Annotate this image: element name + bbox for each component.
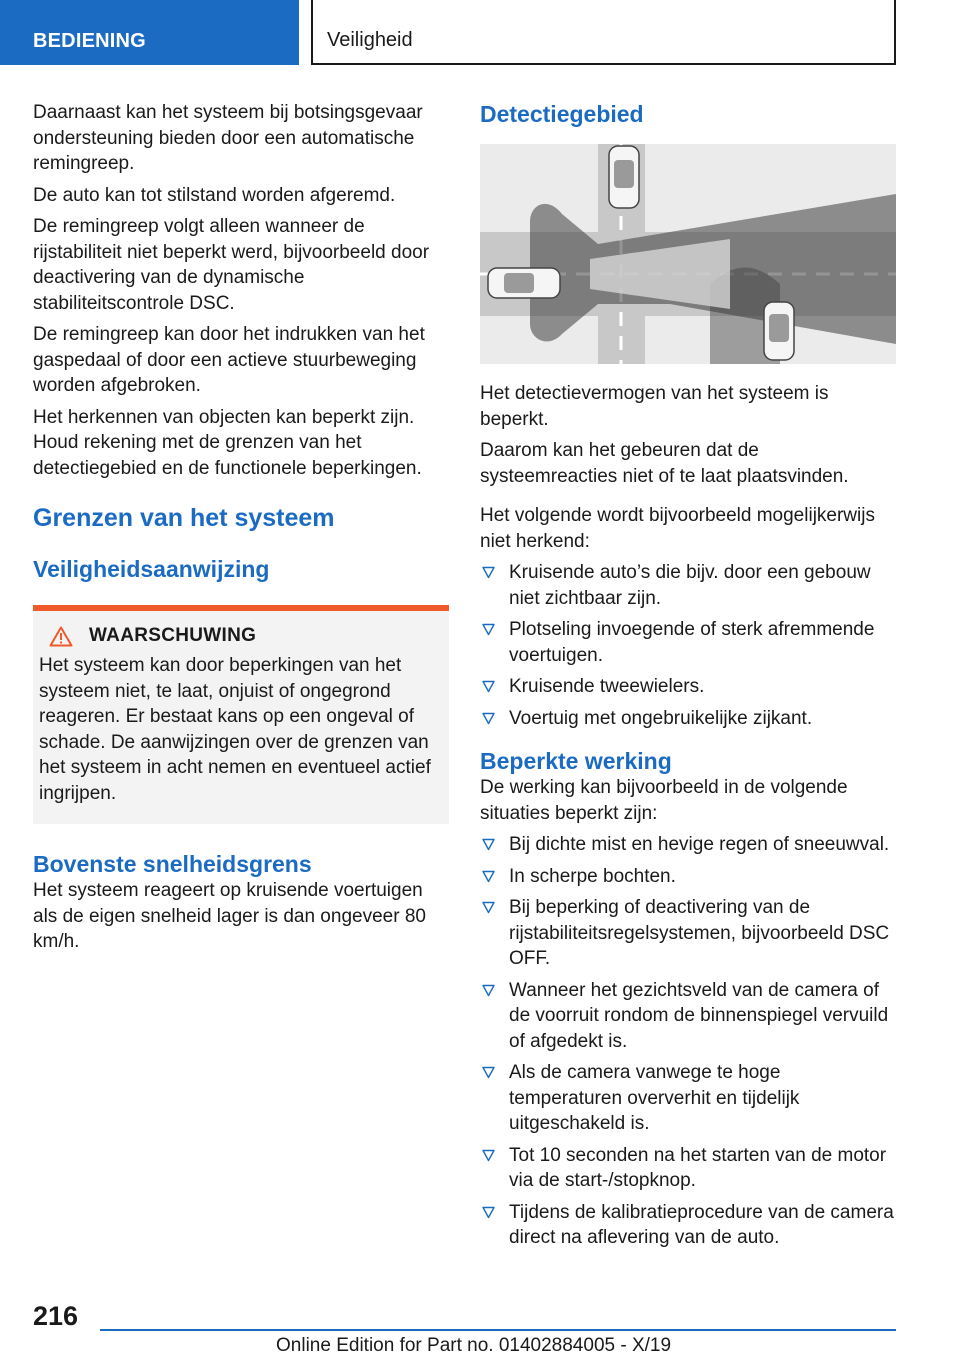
warning-text: Het systeem kan door beperkingen van het systeem niet, te laat, onjuist of ongegrond reageren. Er bestaat kans op een ongeval of schade. De aanwijzingen over de grenzen van het systeem in acht nemen en eventueel actief ingrijpen. — [39, 655, 431, 804]
edition-text: Online Edition for Part no. 01402884005 - X/19 — [276, 1335, 672, 1356]
bullet-triangle-icon — [482, 680, 495, 693]
section-label: BEDIENING — [33, 30, 146, 52]
bullet-triangle-icon — [482, 901, 495, 914]
list-item-text: In scherpe bochten. — [509, 865, 676, 887]
chapter-tab — [311, 0, 896, 65]
list-item-text: Kruisende auto’s die bijv. door een gebouw niet zichtbaar zijn. — [509, 562, 871, 609]
list-item-text: Tot 10 seconden na het starten van de motor via de start-/stopknop. — [509, 1144, 887, 1191]
paragraph: Het systeem reageert op kruisende voertuigen als de eigen snelheid lager is dan ongeveer 80 km/h. — [33, 880, 426, 952]
list-item — [480, 832, 896, 858]
list-item — [480, 674, 896, 700]
bullet-triangle-icon — [482, 1206, 495, 1219]
bullet-triangle-icon — [482, 984, 495, 997]
paragraph: Daarom kan het gebeuren dat de systeemreacties niet of te laat plaatsvinden. — [480, 440, 849, 487]
bullet-list-limited — [480, 832, 896, 1251]
heading-limits: Grenzen van het systeem — [33, 504, 335, 532]
paragraph: Het detectievermogen van het systeem is beperkt. — [480, 383, 829, 430]
crossing-car-icon — [609, 146, 639, 208]
list-item-text: Wanneer het gezichtsveld van de camera of de voorruit rondom de binnenspiegel vervuild of afgedekt is. — [509, 979, 889, 1052]
list-item — [480, 617, 896, 668]
bullet-triangle-icon — [482, 566, 495, 579]
list-item — [480, 1060, 896, 1137]
bullet-triangle-icon — [482, 870, 495, 883]
warning-title: WAARSCHUWING — [89, 625, 257, 646]
heading-detection: Detectiegebied — [480, 101, 644, 127]
bullet-triangle-icon — [482, 623, 495, 636]
detection-area-illustration — [480, 144, 896, 364]
warning-triangle-icon — [49, 626, 73, 647]
right-column — [480, 100, 896, 1257]
list-item-text: Bij beperking of deactivering van de rijstabiliteitsregelsystemen, bijvoorbeeld DSC OFF. — [509, 897, 890, 969]
list-item — [480, 1200, 896, 1251]
paragraph: De auto kan tot stilstand worden afgeremd. — [33, 184, 396, 206]
heading-speed: Bovenste snelheidsgrens — [33, 851, 312, 877]
footer-divider — [100, 1329, 896, 1331]
list-item — [480, 864, 896, 890]
list-item-text: Tijdens de kalibratieprocedure van de camera direct na aflevering van de auto. — [509, 1201, 894, 1248]
list-item — [480, 560, 896, 611]
list-item — [480, 706, 896, 732]
heading-safety: Veiligheidsaanwijzing — [33, 556, 270, 582]
list-item-text: Kruisende tweewielers. — [509, 676, 705, 697]
list-item-text: Voertuig met ongebruikelijke zijkant. — [509, 707, 813, 729]
list-item — [480, 978, 896, 1055]
section-tab — [0, 0, 299, 65]
paragraph: Het herkennen van objecten kan beperkt zijn. Houd rekening met de grenzen van het detectiegebied en de functionele beperkingen. — [33, 406, 422, 479]
warning-box — [33, 605, 449, 824]
list-item — [480, 895, 896, 972]
list-item — [480, 1143, 896, 1194]
bullet-triangle-icon — [482, 1149, 495, 1162]
paragraph: Daarnaast kan het systeem bij botsingsgevaar ondersteuning bieden door een automatische remingreep. — [33, 102, 423, 174]
chapter-label: Veiligheid — [327, 29, 413, 51]
list-item-text: Bij dichte mist en hevige regen of sneeuwval. — [509, 834, 890, 855]
heading-limited: Beperkte werking — [480, 748, 672, 774]
bullet-triangle-icon — [482, 1066, 495, 1079]
list-item-text: Als de camera vanwege te hoge temperaturen oververhit en tijdelijk uitgeschakeld is. — [509, 1062, 800, 1134]
bullet-list-not-detected — [480, 560, 896, 731]
bullet-triangle-icon — [482, 838, 495, 851]
paragraph: Het volgende wordt bijvoorbeeld mogelijkerwijs niet herkend: — [480, 505, 875, 552]
paragraph: De remingreep volgt alleen wanneer de rijstabiliteit niet beperkt werd, bijvoorbeeld door deactivering van de dynamische stabiliteitscontrole DSC. — [33, 216, 430, 314]
paragraph: De werking kan bijvoorbeeld in de volgende situaties beperkt zijn: — [480, 777, 848, 824]
page-number: 216 — [33, 1301, 79, 1331]
ego-car-icon — [488, 268, 560, 298]
list-item-text: Plotseling invoegende of sterk afremmende voertuigen. — [509, 619, 875, 666]
oncoming-car-icon — [764, 302, 794, 360]
left-column — [33, 100, 449, 961]
paragraph: De remingreep kan door het indrukken van het gaspedaal of door een actieve stuurbeweging worden afgebroken. — [33, 324, 425, 396]
bullet-triangle-icon — [482, 712, 495, 725]
